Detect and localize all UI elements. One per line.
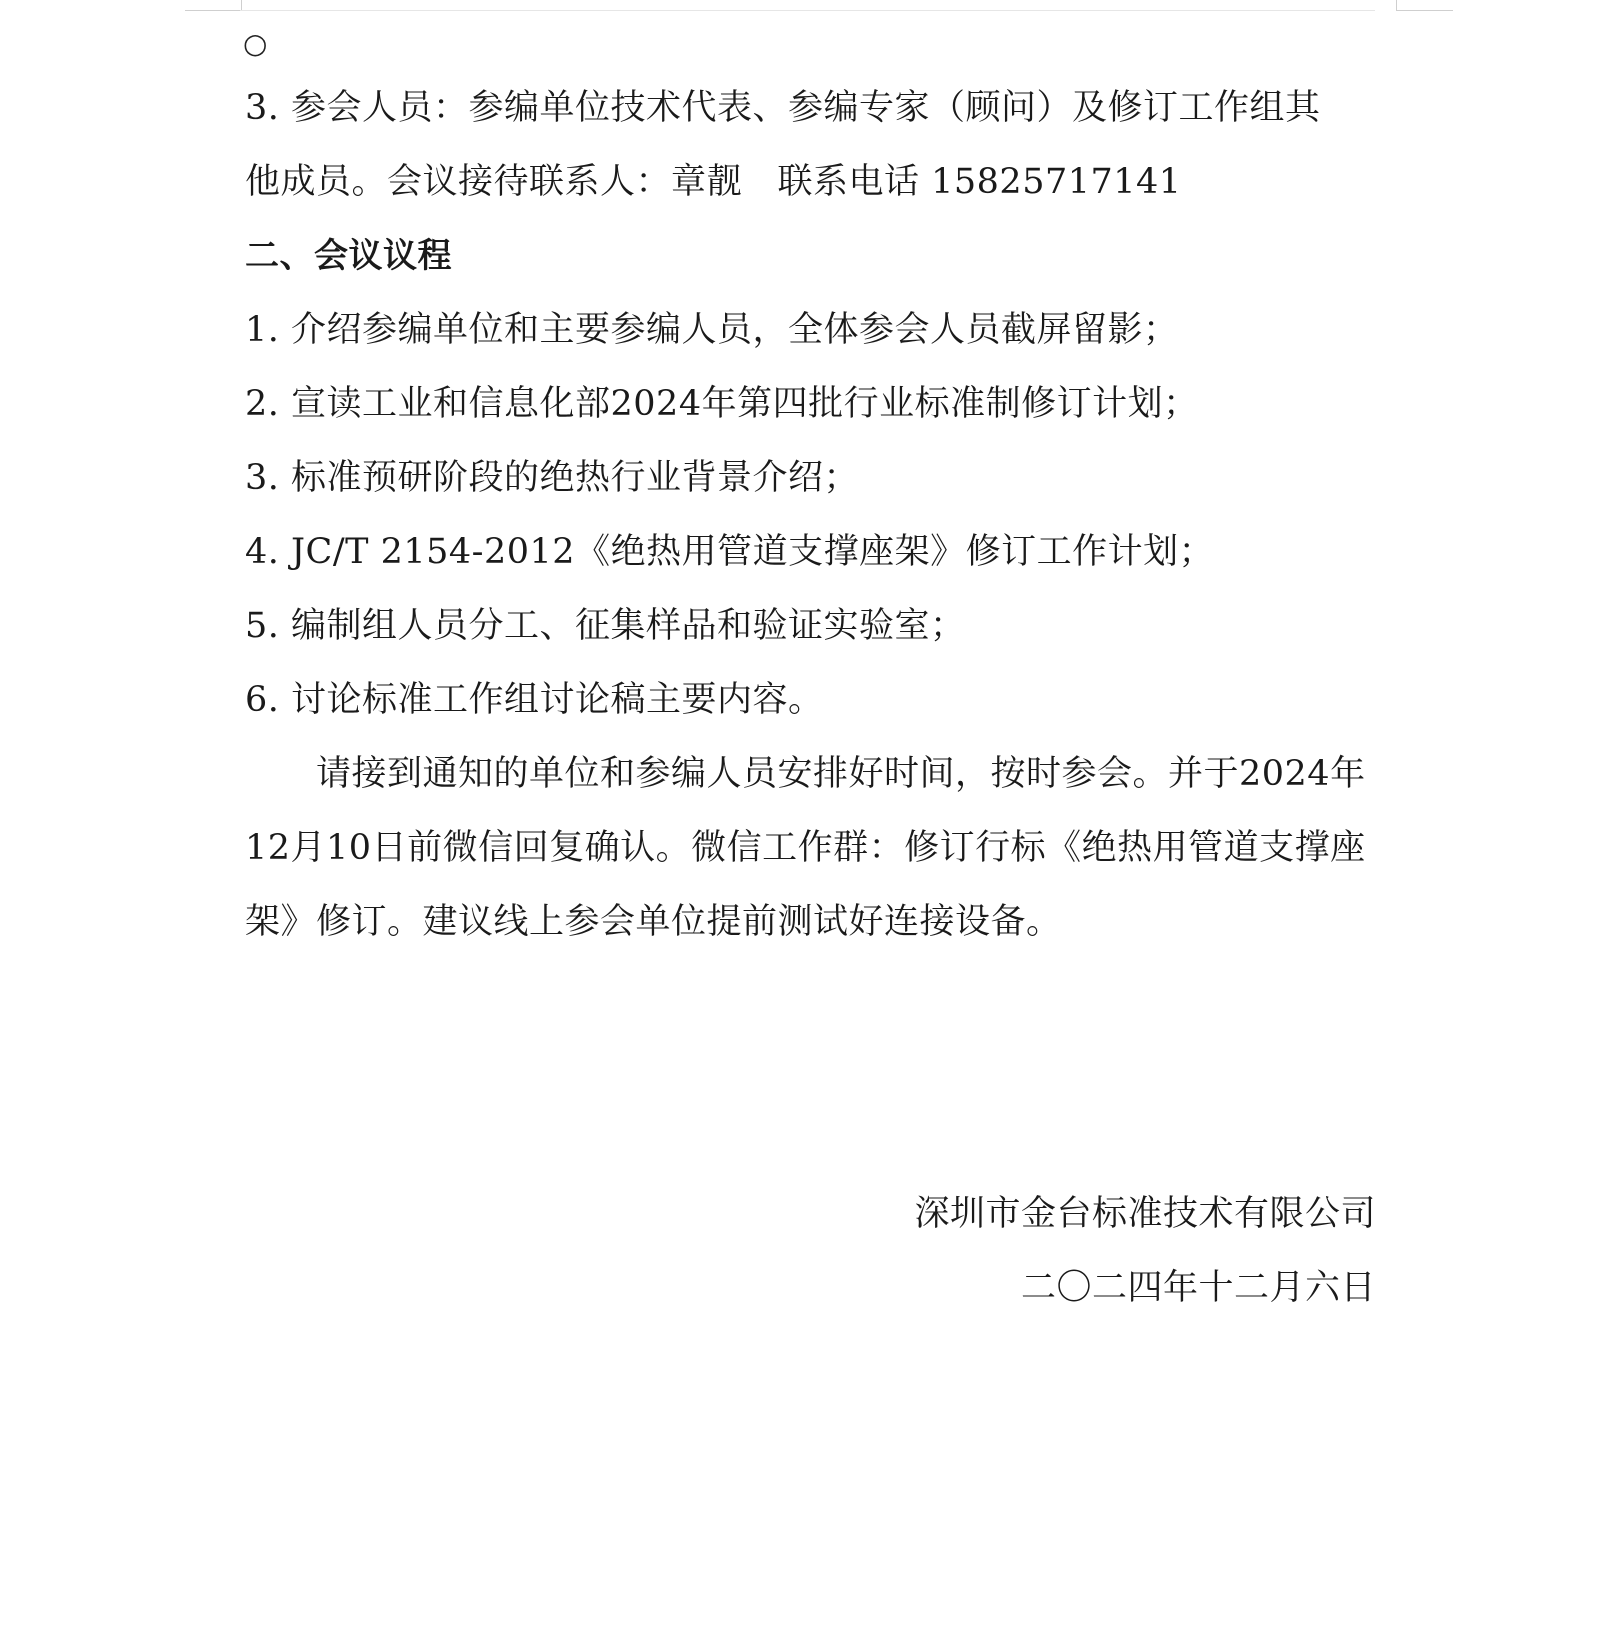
attendees-line-2: 他成员。会议接待联系人：章靓 联系电话 15825717141: [245, 162, 1182, 202]
stray-mark: ○: [243, 27, 268, 60]
agenda-item-3: 3. 标准预研阶段的绝热行业背景介绍；: [245, 458, 860, 498]
notice-line-3: 架》修订。建议线上参会单位提前测试好连接设备。: [245, 902, 1062, 942]
attendees-line-1: 3. 参会人员：参编单位技术代表、参编专家（顾问）及修订工作组其: [245, 88, 1321, 128]
agenda-item-4: 4. JC/T 2154-2012《绝热用管道支撑座架》修订工作计划；: [245, 532, 1215, 572]
agenda-item-5: 5. 编制组人员分工、征集样品和验证实验室；: [245, 606, 966, 646]
agenda-item-6: 6. 讨论标准工作组讨论稿主要内容。: [245, 680, 824, 720]
page-corner-mark-right: [1396, 0, 1453, 11]
section-heading-agenda: 二、会议议程: [245, 236, 452, 276]
signature-date: 二〇二四年十二月六日: [1020, 1268, 1376, 1308]
header-rule: [240, 10, 1375, 11]
agenda-item-2: 2. 宣读工业和信息化部2024年第四批行业标准制修订计划；: [245, 384, 1199, 424]
agenda-item-1: 1. 介绍参编单位和主要参编人员，全体参会人员截屏留影；: [245, 310, 1179, 350]
page-corner-mark-left: [185, 0, 242, 11]
notice-line-2: 12月10日前微信回复确认。微信工作群：修订行标《绝热用管道支撑座: [245, 828, 1366, 868]
signature-company: 深圳市金台标准技术有限公司: [914, 1194, 1376, 1234]
notice-line-1: 请接到通知的单位和参编人员安排好时间，按时参会。并于2024年: [245, 754, 1366, 794]
